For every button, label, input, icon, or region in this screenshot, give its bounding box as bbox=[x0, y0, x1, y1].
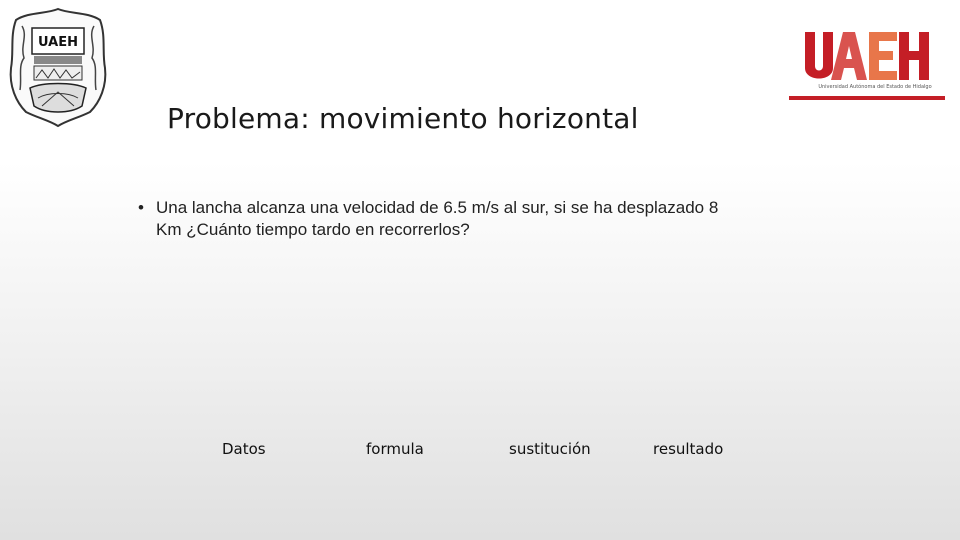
svg-text:Universidad Autónoma del Estad: Universidad Autónoma del Estado de Hidalgo bbox=[818, 84, 932, 90]
problem-text: Una lancha alcanza una velocidad de 6.5 m/s al sur, si se ha desplazado 8 Km ¿Cuánto tiempo tardo en recorrerlos? bbox=[156, 198, 719, 239]
column-sustitucion: sustitución bbox=[509, 440, 591, 458]
column-resultado: resultado bbox=[653, 440, 724, 458]
uaeh-brand-logo bbox=[785, 26, 947, 104]
slide-title: Problema: movimiento horizontal bbox=[167, 102, 639, 135]
university-seal-logo bbox=[8, 6, 108, 128]
bullet-marker: • bbox=[138, 198, 144, 217]
problem-statement bbox=[138, 197, 738, 241]
svg-text:UAEH: UAEH bbox=[38, 35, 78, 50]
column-datos: Datos bbox=[222, 440, 266, 458]
column-formula: formula bbox=[366, 440, 424, 458]
